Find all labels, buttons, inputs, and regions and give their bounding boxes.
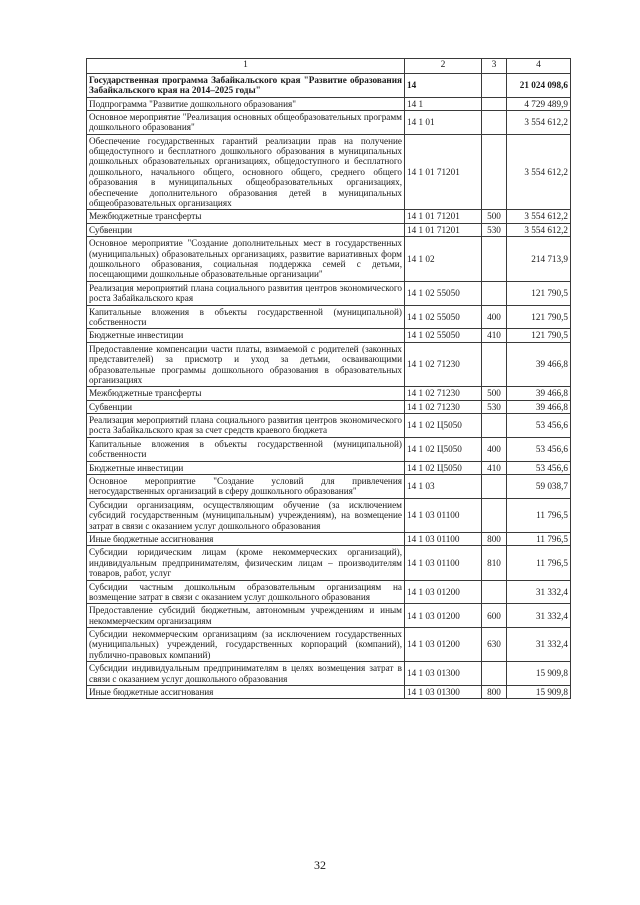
table-body [87,73,571,699]
table-row [87,532,571,545]
row-code-cell: 14 1 01 [405,110,482,134]
row-sum-cell: 31 332,4 [507,604,571,628]
table-row [87,662,571,686]
row-sum-cell: 3 554 612,2 [507,223,571,236]
row-name-cell: Иные бюджетные ассигнования [87,686,405,699]
row-code-cell: 14 1 02 Ц5050 [405,437,482,461]
row-sum-cell: 21 024 098,6 [507,73,571,97]
row-sum-cell: 11 796,5 [507,546,571,580]
row-name-cell: Реализация мероприятий плана социального развития центров экономического роста Забайкальского края [87,281,405,305]
row-type-cell [482,110,507,134]
row-type-cell: 600 [482,604,507,628]
row-name-cell: Иные бюджетные ассигнования [87,532,405,545]
column-number-code: 2 [405,59,482,74]
row-type-cell: 530 [482,223,507,236]
column-number-sum: 4 [507,59,571,74]
table-row [87,342,571,387]
row-name-cell: Подпрограмма "Развитие дошкольного образования" [87,97,405,110]
table-row [87,580,571,604]
row-name-cell: Межбюджетные трансферты [87,387,405,400]
table-row [87,546,571,580]
row-name-cell: Бюджетные инвестиции [87,461,405,474]
row-name-cell: Капитальные вложения в объекты государственной (муниципальной) собственности [87,305,405,329]
row-name-cell: Основное мероприятие "Создание дополнительных мест в государственных (муниципальных) образовательных организациях, развитие вариативных форм дошкольного образования, социальная поддержка семей с детьми, посещающими дошкольные образовательные организации" [87,237,405,282]
row-name-cell: Предоставление компенсации части платы, взимаемой с родителей (законных представителей) за присмотр и уход за детьми, осваивающими образовательные программы дошкольного образования в образовательных организациях [87,342,405,387]
row-type-cell: 410 [482,329,507,342]
table-row [87,475,571,499]
row-name-cell: Субсидии частным дошкольным образовательным организациям на возмещение затрат в связи с оказанием услуг дошкольного образования [87,580,405,604]
row-sum-cell: 15 909,8 [507,662,571,686]
row-code-cell: 14 1 02 71230 [405,400,482,413]
row-code-cell: 14 1 03 01300 [405,662,482,686]
row-sum-cell: 39 466,8 [507,387,571,400]
table-row [87,110,571,134]
row-type-cell [482,134,507,210]
row-code-cell: 14 1 03 01100 [405,546,482,580]
row-code-cell: 14 1 01 71201 [405,223,482,236]
row-sum-cell: 53 456,6 [507,437,571,461]
row-sum-cell: 53 456,6 [507,414,571,438]
row-code-cell: 14 1 02 55050 [405,281,482,305]
row-type-cell [482,580,507,604]
row-sum-cell: 31 332,4 [507,628,571,662]
row-type-cell: 800 [482,532,507,545]
table-row [87,305,571,329]
row-sum-cell: 11 796,5 [507,498,571,532]
row-name-cell: Обеспечение государственных гарантий реализации прав на получение общедоступного и бесплатного дошкольного образования в муниципальных дошкольных образовательных организациях, общедоступного и бесплатного дошкольного, начального общего, основного общего, среднего общего образования в муниципальных общеобразовательных организациях, обеспечение дополнительного образования детей в муниципальных общеобразовательных организациях [87,134,405,210]
row-type-cell [482,237,507,282]
table-row [87,210,571,223]
row-code-cell: 14 1 02 55050 [405,329,482,342]
row-type-cell [482,498,507,532]
row-sum-cell: 11 796,5 [507,532,571,545]
row-code-cell: 14 1 03 01200 [405,604,482,628]
row-name-cell: Основное мероприятие "Реализация основных общеобразовательных программ дошкольного образования" [87,110,405,134]
row-type-cell [482,281,507,305]
row-name-cell: Субсидии организациям, осуществляющим обучение (за исключением субсидий государственным (муниципальным) учреждениям), на возмещение затрат в связи с оказанием услуг дошкольного образования [87,498,405,532]
column-number-type: 3 [482,59,507,74]
row-sum-cell: 39 466,8 [507,400,571,413]
table-row [87,223,571,236]
row-code-cell: 14 1 03 [405,475,482,499]
row-sum-cell: 4 729 489,9 [507,97,571,110]
row-sum-cell: 31 332,4 [507,580,571,604]
row-sum-cell: 3 554 612,2 [507,134,571,210]
row-sum-cell: 59 038,7 [507,475,571,499]
table-row [87,461,571,474]
row-sum-cell: 15 909,8 [507,686,571,699]
row-code-cell: 14 1 02 71230 [405,387,482,400]
row-code-cell: 14 1 03 01200 [405,580,482,604]
row-name-cell: Межбюджетные трансферты [87,210,405,223]
row-sum-cell: 121 790,5 [507,281,571,305]
row-code-cell: 14 1 03 01100 [405,532,482,545]
row-name-cell: Бюджетные инвестиции [87,329,405,342]
row-type-cell [482,475,507,499]
row-type-cell: 810 [482,546,507,580]
row-code-cell: 14 1 03 01300 [405,686,482,699]
budget-table [86,58,571,699]
row-code-cell: 14 1 [405,97,482,110]
page-number: 32 [314,858,326,872]
row-sum-cell: 3 554 612,2 [507,110,571,134]
row-type-cell [482,414,507,438]
table-row [87,437,571,461]
table-row [87,498,571,532]
column-number-name: 1 [87,59,405,74]
table-row [87,281,571,305]
row-code-cell: 14 1 02 71230 [405,342,482,387]
row-code-cell: 14 1 01 71201 [405,210,482,223]
row-type-cell: 500 [482,387,507,400]
row-name-cell: Субвенции [87,223,405,236]
row-name-cell: Основное мероприятие "Создание условий для привлечения негосударственных организаций в сферу дошкольного образования" [87,475,405,499]
row-sum-cell: 121 790,5 [507,305,571,329]
table-row [87,97,571,110]
row-code-cell: 14 1 02 Ц5050 [405,414,482,438]
row-code-cell: 14 [405,73,482,97]
column-number-row [87,59,571,74]
row-sum-cell: 39 466,8 [507,342,571,387]
row-name-cell: Субсидии некоммерческим организациям (за исключением государственных (муниципальных) учреждений, государственных корпораций (компаний), публично-правовых компаний) [87,628,405,662]
row-name-cell: Государственная программа Забайкальского края "Развитие образования Забайкальского края на 2014–2025 годы" [87,73,405,97]
row-type-cell [482,73,507,97]
table-row [87,387,571,400]
row-type-cell [482,662,507,686]
table-row [87,628,571,662]
row-name-cell: Субсидии юридическим лицам (кроме некоммерческих организаций), индивидуальным предпринимателям, физическим лицам – производителям товаров, работ, услуг [87,546,405,580]
row-name-cell: Капитальные вложения в объекты государственной (муниципальной) собственности [87,437,405,461]
row-type-cell: 630 [482,628,507,662]
row-code-cell: 14 1 02 Ц5050 [405,461,482,474]
table-row [87,400,571,413]
row-sum-cell: 53 456,6 [507,461,571,474]
row-code-cell: 14 1 03 01100 [405,498,482,532]
row-sum-cell: 3 554 612,2 [507,210,571,223]
table-row [87,414,571,438]
row-code-cell: 14 1 02 [405,237,482,282]
table-row [87,73,571,97]
table-row [87,604,571,628]
row-type-cell: 410 [482,461,507,474]
row-type-cell: 500 [482,210,507,223]
row-name-cell: Субвенции [87,400,405,413]
row-name-cell: Предоставление субсидий бюджетным, автономным учреждениям и иным некоммерческим организациям [87,604,405,628]
row-name-cell: Реализация мероприятий плана социального развития центров экономического роста Забайкальского края за счет средств краевого бюджета [87,414,405,438]
row-type-cell [482,342,507,387]
row-type-cell: 400 [482,437,507,461]
row-sum-cell: 214 713,9 [507,237,571,282]
row-type-cell [482,97,507,110]
table-row [87,686,571,699]
row-name-cell: Субсидии индивидуальным предпринимателям в целях возмещения затрат в связи с оказанием услуг дошкольного образования [87,662,405,686]
row-type-cell: 800 [482,686,507,699]
row-code-cell: 14 1 01 71201 [405,134,482,210]
row-sum-cell: 121 790,5 [507,329,571,342]
row-type-cell: 530 [482,400,507,413]
table-row [87,134,571,210]
row-code-cell: 14 1 03 01200 [405,628,482,662]
row-type-cell: 400 [482,305,507,329]
row-code-cell: 14 1 02 55050 [405,305,482,329]
table-row [87,329,571,342]
table-row [87,237,571,282]
